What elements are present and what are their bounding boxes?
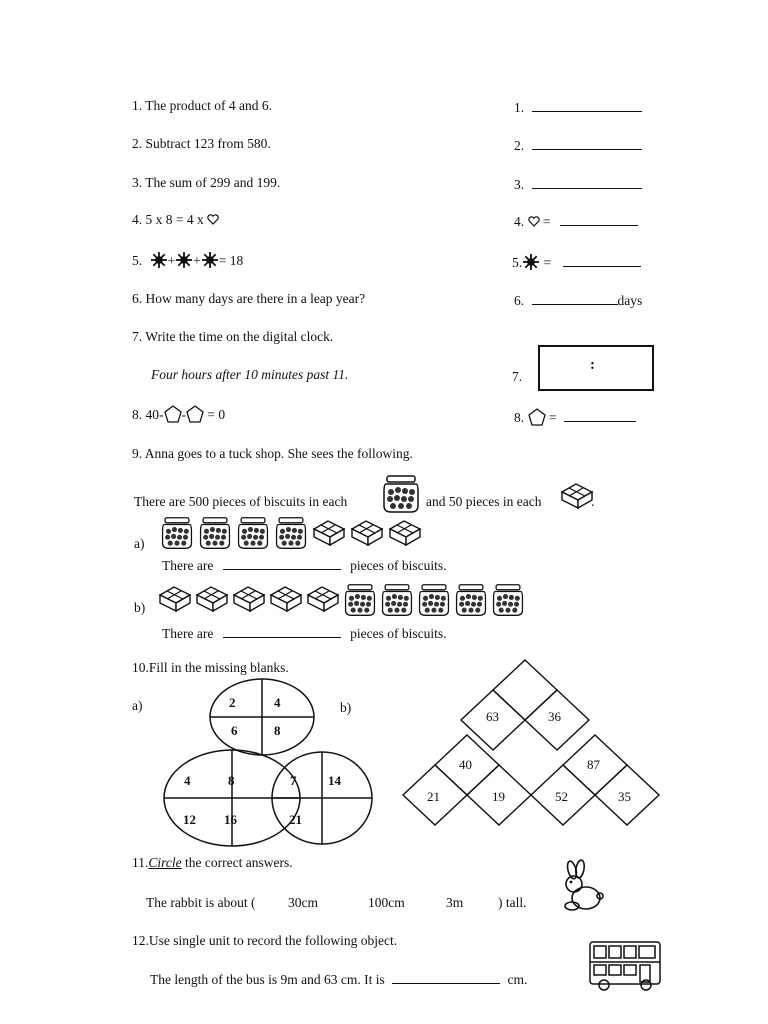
diamond-19-label: 19 <box>492 789 505 804</box>
bus-icon <box>588 936 662 992</box>
q9b-pieces: pieces of biscuits. <box>350 626 447 641</box>
biscuit-box-icon <box>306 583 340 615</box>
q4-number: 4. <box>132 212 143 227</box>
left-circle-tr: 8 <box>228 773 235 788</box>
jar-icon <box>236 516 270 550</box>
q8-answer <box>514 408 636 426</box>
q5-answer <box>512 253 641 271</box>
heart-icon <box>528 216 540 227</box>
q2-answer-blank[interactable] <box>532 149 642 150</box>
diamond-40-label: 40 <box>459 757 472 772</box>
q8-a: 40- <box>145 407 164 422</box>
q1-answer-number: 1. <box>514 100 525 115</box>
q9a-answer-line <box>162 558 446 574</box>
q9b-items <box>158 583 525 617</box>
left-circle-tl: 4 <box>184 773 191 788</box>
q8-question <box>132 405 225 423</box>
q2-question <box>132 136 271 152</box>
biscuit-box-icon <box>312 516 346 550</box>
biscuit-box-icon <box>158 583 192 615</box>
jar-icon <box>417 583 451 617</box>
q2-answer <box>514 138 642 154</box>
jar-icon <box>380 583 414 617</box>
jar-icon <box>343 583 377 617</box>
q8-c: = 0 <box>207 407 226 422</box>
left-circle-bl: 12 <box>183 812 196 827</box>
q10b-diamonds <box>405 655 667 835</box>
q11-sentence-end: ) tall. <box>498 895 527 910</box>
q6-unit: days <box>617 293 643 308</box>
q7-subtext: Four hours after 10 minutes past 11. <box>151 367 349 382</box>
q8-answer-equals: = <box>548 410 557 425</box>
q9b-label: b) <box>134 600 146 615</box>
diamond-52-label: 52 <box>555 789 568 804</box>
q12-unit: cm. <box>507 972 528 987</box>
rabbit-icon <box>554 862 606 914</box>
q11-number: 11. <box>132 855 149 870</box>
heart-icon <box>207 214 219 225</box>
diamond-36-label: 36 <box>548 709 561 724</box>
q10b-label: b) <box>340 700 352 715</box>
sun-icon <box>175 251 193 269</box>
biscuit-box-icon <box>232 583 266 615</box>
q11-sentence-start: The rabbit is about ( <box>146 895 256 910</box>
pentagon-icon <box>164 405 182 423</box>
jar-icon <box>454 583 488 617</box>
q9-line1: There are 500 pieces of biscuits in each <box>134 494 348 509</box>
q6-number: 6. <box>132 291 143 306</box>
q9a-there-are: There are <box>162 558 214 573</box>
q1-answer <box>514 100 642 116</box>
jar-icon <box>160 516 194 550</box>
q5-answer-equals: = <box>543 255 552 270</box>
clock-colon: : <box>590 357 595 373</box>
q5-plus: + <box>167 253 176 268</box>
q3-question <box>132 175 280 191</box>
q3-answer <box>514 177 642 193</box>
q9-text: Anna goes to a tuck shop. She sees the following. <box>144 446 413 461</box>
q6-answer-blank[interactable] <box>532 304 618 305</box>
q7-number: 7. <box>132 329 143 344</box>
q12-answer-blank[interactable] <box>392 983 500 984</box>
q5-answer-blank[interactable] <box>563 266 641 267</box>
q10a-label: a) <box>132 698 143 713</box>
pentagon-icon <box>186 405 204 423</box>
q1-answer-blank[interactable] <box>532 111 642 112</box>
q3-number: 3. <box>132 175 143 190</box>
q9-line2: and 50 pieces in each <box>426 494 542 509</box>
biscuit-box-icon <box>269 583 303 615</box>
q7-question <box>132 329 333 345</box>
right-circle-tr: 14 <box>328 773 341 788</box>
q5-number: 5. <box>132 253 143 268</box>
biscuit-box-icon <box>195 583 229 615</box>
q11-option-3m[interactable]: 3m <box>446 895 464 910</box>
jar-icon <box>198 516 232 550</box>
q9b-answer-line <box>162 626 446 642</box>
top-circle-br: 8 <box>274 723 281 738</box>
q11-rest: the correct answers. <box>185 855 293 870</box>
q10-question: 10.Fill in the missing blanks. <box>132 660 289 675</box>
q11-question <box>132 855 293 871</box>
q11-option-30cm[interactable]: 30cm <box>288 895 318 910</box>
biscuit-box-icon <box>388 516 422 550</box>
q9b-answer-blank[interactable] <box>223 637 341 638</box>
q6-text: How many days are there in a leap year? <box>145 291 366 306</box>
q8-b: - <box>181 407 186 422</box>
sun-icon <box>201 251 219 269</box>
q9-number: 9. <box>132 446 143 461</box>
diamond-21-label: 21 <box>427 789 440 804</box>
biscuit-box-icon <box>560 482 594 510</box>
q4-text: 5 x 8 = 4 x <box>145 212 204 227</box>
q5-equals: = 18 <box>218 253 244 268</box>
q2-answer-number: 2. <box>514 138 525 153</box>
digital-clock-box[interactable] <box>538 345 654 391</box>
q5-question <box>132 251 243 269</box>
q4-answer-number: 4. <box>514 214 525 229</box>
q3-answer-number: 3. <box>514 177 525 192</box>
q1-question <box>132 98 272 114</box>
q2-text: Subtract 123 from 580. <box>145 136 271 151</box>
q4-answer <box>514 214 638 230</box>
pentagon-icon <box>528 408 546 426</box>
q12-sentence-text: The length of the bus is 9m and 63 cm. It is <box>150 972 385 987</box>
jar-icon <box>491 583 525 617</box>
q11-option-100cm[interactable]: 100cm <box>368 895 405 910</box>
sun-icon <box>522 253 540 271</box>
q9a-pieces: pieces of biscuits. <box>350 558 447 573</box>
left-circle-br: 16 <box>224 812 237 827</box>
top-circle-tr: 4 <box>274 695 281 710</box>
q7-text: Write the time on the digital clock. <box>145 329 334 344</box>
q9b-there-are: There are <box>162 626 214 641</box>
q9a-label: a) <box>134 536 145 551</box>
q11-circle-word: Circle <box>148 855 182 870</box>
diamond-35-label: 35 <box>618 789 631 804</box>
q4-question <box>132 212 219 228</box>
q5-answer-number: 5. <box>512 255 523 270</box>
sun-icon <box>150 251 168 269</box>
q9-line <box>134 494 347 510</box>
jar-icon <box>381 474 421 514</box>
diamond-63-label: 63 <box>486 709 499 724</box>
q9a-items <box>160 516 422 550</box>
q9-question <box>132 446 413 462</box>
q8-answer-blank[interactable] <box>564 421 636 422</box>
q12-sentence <box>150 972 527 988</box>
right-circle-tl: 7 <box>290 773 297 788</box>
q5-plus: + <box>193 253 201 268</box>
q9a-answer-blank[interactable] <box>223 569 341 570</box>
diamond-87-label: 87 <box>587 757 600 772</box>
top-circle-bl: 6 <box>231 723 238 738</box>
q7-answer-number: 7. <box>512 369 523 384</box>
q3-answer-blank[interactable] <box>532 188 642 189</box>
biscuit-box-icon <box>350 516 384 550</box>
q3-text: The sum of 299 and 199. <box>145 175 281 190</box>
q2-number: 2. <box>132 136 143 151</box>
top-circle-tl: 2 <box>229 695 236 710</box>
q4-answer-blank[interactable] <box>560 225 638 226</box>
q12-question: 12.Use single unit to record the following object. <box>132 933 398 948</box>
q4-answer-equals: = <box>542 214 551 229</box>
q8-answer-number: 8. <box>514 410 525 425</box>
jar-icon <box>274 516 308 550</box>
q6-question <box>132 291 365 307</box>
q1-number: 1. <box>132 98 143 113</box>
q6-answer-number: 6. <box>514 293 525 308</box>
q1-text: The product of 4 and 6. <box>145 98 272 113</box>
q8-number: 8. <box>132 407 143 422</box>
q6-answer <box>514 293 642 309</box>
right-circle-bl: 21 <box>289 812 302 827</box>
